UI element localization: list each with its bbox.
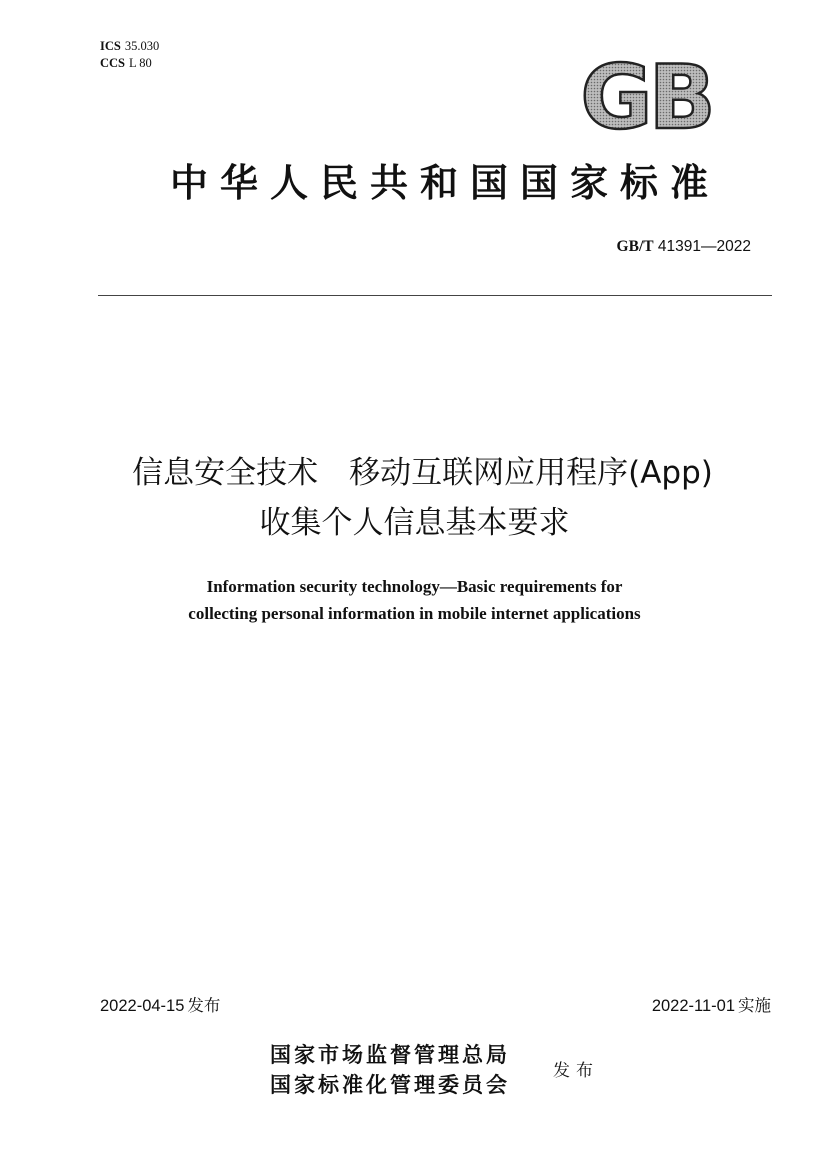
- implement-date: 2022-11-01 实施: [651, 996, 771, 1015]
- chinese-title-line1: 信息安全技术 移动互联网应用程序(App): [132, 455, 713, 491]
- gb-logo-text: GB: [580, 60, 712, 132]
- english-title: [0, 573, 829, 627]
- chinese-title: [0, 448, 829, 548]
- classification-codes: [100, 38, 159, 72]
- standard-type: 中华人民共和国国家标准: [169, 161, 720, 205]
- issuer-samr: 国家市场监督管理总局: [270, 1042, 510, 1067]
- issuer-sac: 国家标准化管理委员会: [270, 1072, 510, 1097]
- english-title-line1: Information security technology—Basic requirements for: [206, 577, 623, 596]
- publish-date: 2022-04-15 发布: [100, 996, 221, 1015]
- ccs-code: CCS L 80: [100, 56, 152, 70]
- english-title-line2: collecting personal information in mobile internet applications: [188, 604, 641, 623]
- header-divider: [98, 295, 772, 296]
- chinese-title-line2: 收集个人信息基本要求: [259, 505, 570, 541]
- issue-label: 发布: [553, 1061, 599, 1081]
- ics-code: ICS 35.030: [100, 39, 160, 53]
- issuing-organizations: [270, 1040, 510, 1100]
- gb-logo: [566, 60, 726, 132]
- standard-number: GB/T 41391—2022: [616, 238, 751, 255]
